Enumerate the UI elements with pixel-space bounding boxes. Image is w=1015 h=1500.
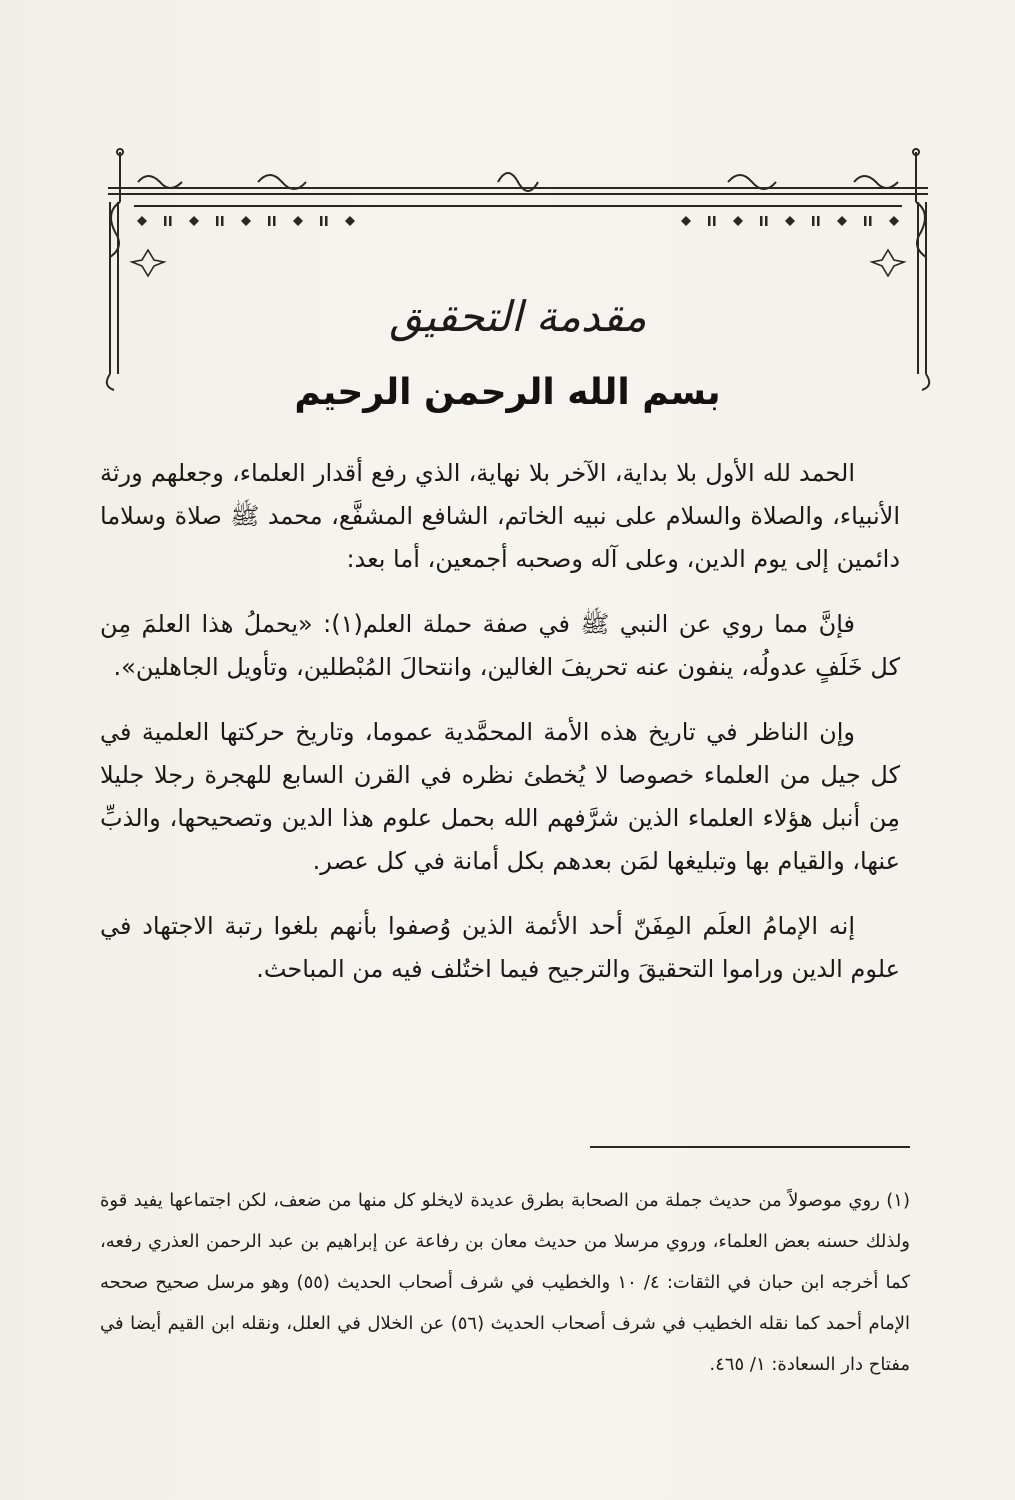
- basmala-heading: بسم الله الرحمن الرحيم: [294, 372, 721, 413]
- footnote-divider: [590, 1146, 910, 1148]
- ornament-frame-icon: [98, 142, 938, 392]
- paragraph-2: فإنَّ مما روي عن النبي ﷺ في صفة حملة العلم(١): «يحملُ هذا العلمَ مِن كل خَلَفٍ عدولُه، ينفون عنه تحريفَ الغالين، وانتحالَ المُبْطلين، وتأويل الجاهلين».: [100, 610, 900, 681]
- footnotes: [100, 1180, 910, 1385]
- paragraph-3: وإن الناظر في تاريخ هذه الأمة المحمَّدية عموما، وتاريخ حركتها العلمية في كل جيل من العلماء خصوصا لا يُخطئ نظره في القرن السابع للهجرة رجلا جليلا مِن أنبل هؤلاء العلماء الذين شرَّفهم الله بحمل علوم هذا الدين وتصحيحها، والذبِّ عنها، والقيام بها وتبليغها لمَن بعدهم بكل أمانة في كل عصر.: [100, 718, 900, 875]
- footnote-1: (١) روي موصولاً من حديث جملة من الصحابة بطرق عديدة لايخلو كل منها من ضعف، لكن اجتماعها يفيد قوة ولذلك حسنه بعض العلماء، وروي مرسلا من حديث معان بن رفاعة عن إبراهيم بن عبد الرحمن العذري رفعه، كما أخرجه ابن حبان في الثقات: ٤/ ١٠ والخطيب في شرف أصحاب الحديث (٥٥) وهو مرسل صحيح صححه الإمام أحمد كما نقله الخطيب في شرف أصحاب الحديث (٥٦) عن الخلال في العلل، ونقله ابن القيم أيضا في مفتاح دار السعادة: ١/ ٤٦٥.: [100, 1190, 911, 1375]
- paragraph-1: الحمد لله الأول بلا بداية، الآخر بلا نهاية، الذي رفع أقدار العلماء، وجعلهم ورثة الأنبياء، والصلاة والسلام على نبيه الخاتم، الشافع المشفَّع، محمد ﷺ صلاة وسلاما دائمين إلى يوم الدين، وعلى آله وصحبه أجمعين، أما بعد:: [100, 459, 900, 573]
- paragraph-4: إنه الإمامُ العلَم المِفَنّ أحد الأئمة الذين وُصفوا بأنهم بلغوا رتبة الاجتهاد في علوم الدين وراموا التحقيقَ والترجيح فيما اختُلف فيه من المباحث.: [100, 912, 900, 983]
- main-text: [100, 452, 900, 1013]
- ornamental-header-frame: [98, 142, 938, 392]
- section-title: مقدمة التحقيق: [389, 292, 647, 341]
